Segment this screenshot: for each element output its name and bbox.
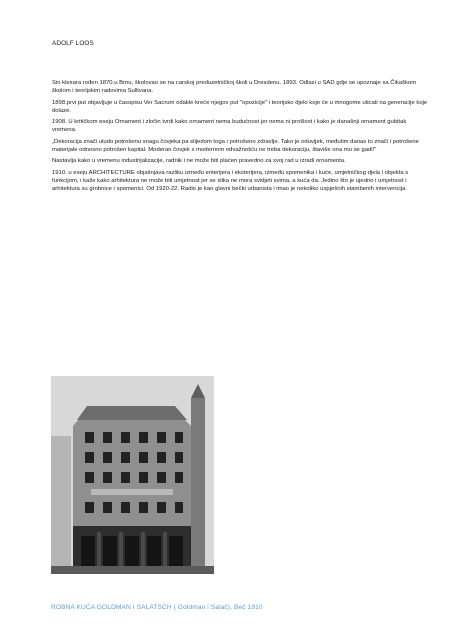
document-title: ADOLF LOOS xyxy=(52,40,94,47)
paragraph-ver-sacrum: 1898.prvi put objavljuje u časopisu Ver Sacrum odakle kreće njegov put "opozicije" i teorijsko djelo koje će u mnogome uticati na generacije koje dolaze. xyxy=(52,99,428,114)
building-photo xyxy=(51,376,214,574)
paragraph-architecture-essay: 1910. u eseju ARCHITECTURE objašnjava razliku između enterijera i eksterijera, između spomenika i kuće, umjetničkog djela i objekta s funkcijom, i kaže kako arhitektura ne može biti umjetnost jer se slika ne mora svidjeti svima, a kuća da. Jedino što je ujedno i umjetnost i arhitektura su grobnice i spomenici. Od 1920-22. Radio je kao glavni bečki urbanista i imao je nekoliko uspješnih stambenih intervencija. xyxy=(52,169,409,192)
paragraph-ornament-crime: 1908. U kritičkom eseju Ornament i zločin tvrdi kako ornament nema budućnost jer nema ni prošlost i kako je današnji ornament gubitak vremena. xyxy=(52,119,407,134)
looshaus-illustration xyxy=(51,376,214,574)
photo-caption: ROBNA KUĆA GOLDMAN I SALATSCH ( Goldman i Salač), Beč 1910 xyxy=(51,604,263,611)
paragraph-quote: „Dekoracija znači uludo potrošenu snagu čovjeka pa slijedom toga i potrošeno zdravlje. Tako je oduvijek, međutim danas to znači i potrošene materijale odnosno potrošen kapital. Moderan čovjek s modernom odvažnošću ne treba dekoraciju, štaviše ona mu se gadi!" xyxy=(52,138,419,153)
paragraph-biography: Sin klesara rođen 1870.u Brnu, školovao se na carskoj preduzetničkoj školi u Dresdenu. 1893. Odlazi u SAD gdje se upoznaje sa Čikaškom školom i teorijskim radovima Sullivana. xyxy=(52,80,417,95)
paragraph-industrialization: Nastavlja kako u vremenu industrijalizacije, radnik i ne može biti plaćen pravedno za svoj rad u izradi ornamenta. xyxy=(52,158,346,165)
document-body xyxy=(52,79,432,196)
